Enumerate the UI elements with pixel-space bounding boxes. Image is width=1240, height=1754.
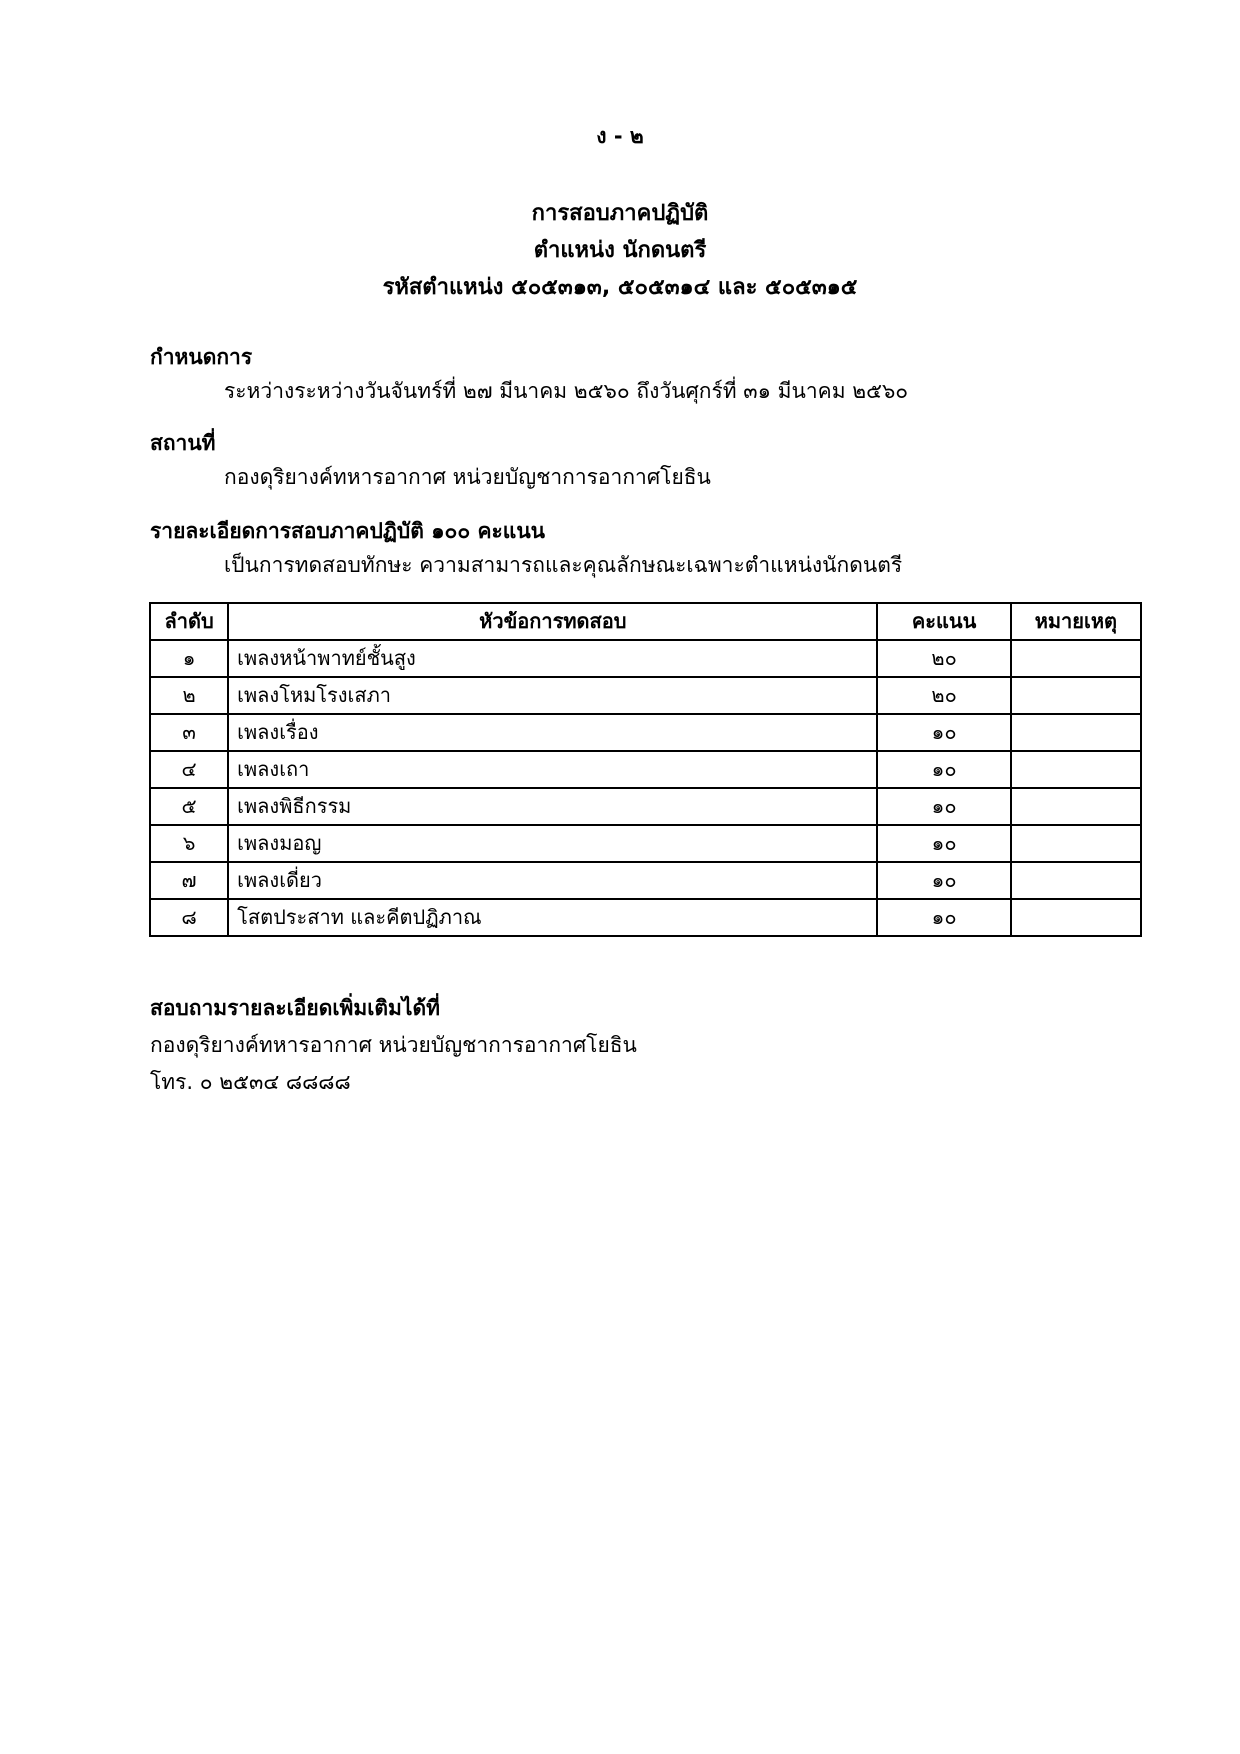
header-score: คะแนน (877, 603, 1010, 640)
row-no: ๗ (150, 862, 228, 899)
row-no: ๔ (150, 751, 228, 788)
title-line-3: รหัสตำแหน่ง ๕๐๕๓๑๓, ๕๐๕๓๑๔ และ ๕๐๕๓๑๕ (382, 275, 858, 300)
contact-org: กองดุริยางค์ทหารอากาศ หน่วยบัญชาการอากาศโยธิน (150, 1033, 637, 1057)
row-no: ๓ (150, 714, 228, 751)
table-row (150, 788, 1141, 825)
title-line-1: การสอบภาคปฏิบัติ (531, 201, 709, 226)
table-row (150, 714, 1141, 751)
row-note (1011, 751, 1141, 788)
row-topic: เพลงเรื่อง (228, 714, 877, 751)
row-score: ๑๐ (877, 862, 1010, 899)
row-note (1011, 640, 1141, 677)
header-no: ลำดับ (150, 603, 228, 640)
table-row (150, 825, 1141, 862)
row-no: ๒ (150, 677, 228, 714)
table-row (150, 862, 1141, 899)
location-text: กองดุริยางค์ทหารอากาศ หน่วยบัญชาการอากาศโยธิน (224, 465, 711, 489)
row-no: ๕ (150, 788, 228, 825)
row-topic: เพลงโหมโรงเสภา (228, 677, 877, 714)
contact-section (150, 990, 1110, 1101)
schedule-section (150, 340, 1110, 408)
title-line-2: ตำแหน่ง นักดนตรี (533, 238, 707, 263)
row-score: ๑๐ (877, 788, 1010, 825)
header-topic: หัวข้อการทดสอบ (228, 603, 877, 640)
schedule-heading: กำหนดการ (150, 345, 253, 369)
schedule-text: ระหว่างระหว่างวันจันทร์ที่ ๒๗ มีนาคม ๒๕๖๐ ถึงวันศุกร์ที่ ๓๑ มีนาคม ๒๕๖๐ (224, 379, 909, 403)
row-topic: เพลงหน้าพาทย์ชั้นสูง (228, 640, 877, 677)
table-row (150, 640, 1141, 677)
row-score: ๒๐ (877, 677, 1010, 714)
row-topic: เพลงมอญ (228, 825, 877, 862)
contact-heading: สอบถามรายละเอียดเพิ่มเติมได้ที่ (150, 996, 440, 1020)
row-score: ๒๐ (877, 640, 1010, 677)
row-score: ๑๐ (877, 751, 1010, 788)
row-no: ๑ (150, 640, 228, 677)
exam-table (149, 602, 1142, 937)
row-topic: เพลงเดี่ยว (228, 862, 877, 899)
page-number: ง - ๒ (596, 124, 644, 148)
row-score: ๑๐ (877, 714, 1010, 751)
row-note (1011, 862, 1141, 899)
header-note: หมายเหตุ (1011, 603, 1141, 640)
details-heading: รายละเอียดการสอบภาคปฏิบัติ ๑๐๐ คะแนน (150, 519, 546, 543)
table-row (150, 899, 1141, 936)
row-score: ๑๐ (877, 825, 1010, 862)
row-note (1011, 825, 1141, 862)
table-header-row (150, 603, 1141, 640)
location-section (150, 426, 1110, 494)
row-score: ๑๐ (877, 899, 1010, 936)
row-topic: โสตประสาท และคีตปฏิภาณ (228, 899, 877, 936)
location-heading: สถานที่ (150, 431, 216, 455)
table-row (150, 677, 1141, 714)
document-title (0, 195, 1240, 306)
row-no: ๘ (150, 899, 228, 936)
row-note (1011, 677, 1141, 714)
row-topic: เพลงเถา (228, 751, 877, 788)
row-note (1011, 899, 1141, 936)
row-no: ๖ (150, 825, 228, 862)
row-topic: เพลงพิธีกรรม (228, 788, 877, 825)
details-section (150, 514, 1110, 582)
row-note (1011, 788, 1141, 825)
contact-phone: โทร. ๐ ๒๕๓๔ ๘๘๘๘ (150, 1070, 351, 1094)
row-note (1011, 714, 1141, 751)
table-row (150, 751, 1141, 788)
details-text: เป็นการทดสอบทักษะ ความสามารถและคุณลักษณะเฉพาะตำแหน่งนักดนตรี (224, 553, 903, 577)
